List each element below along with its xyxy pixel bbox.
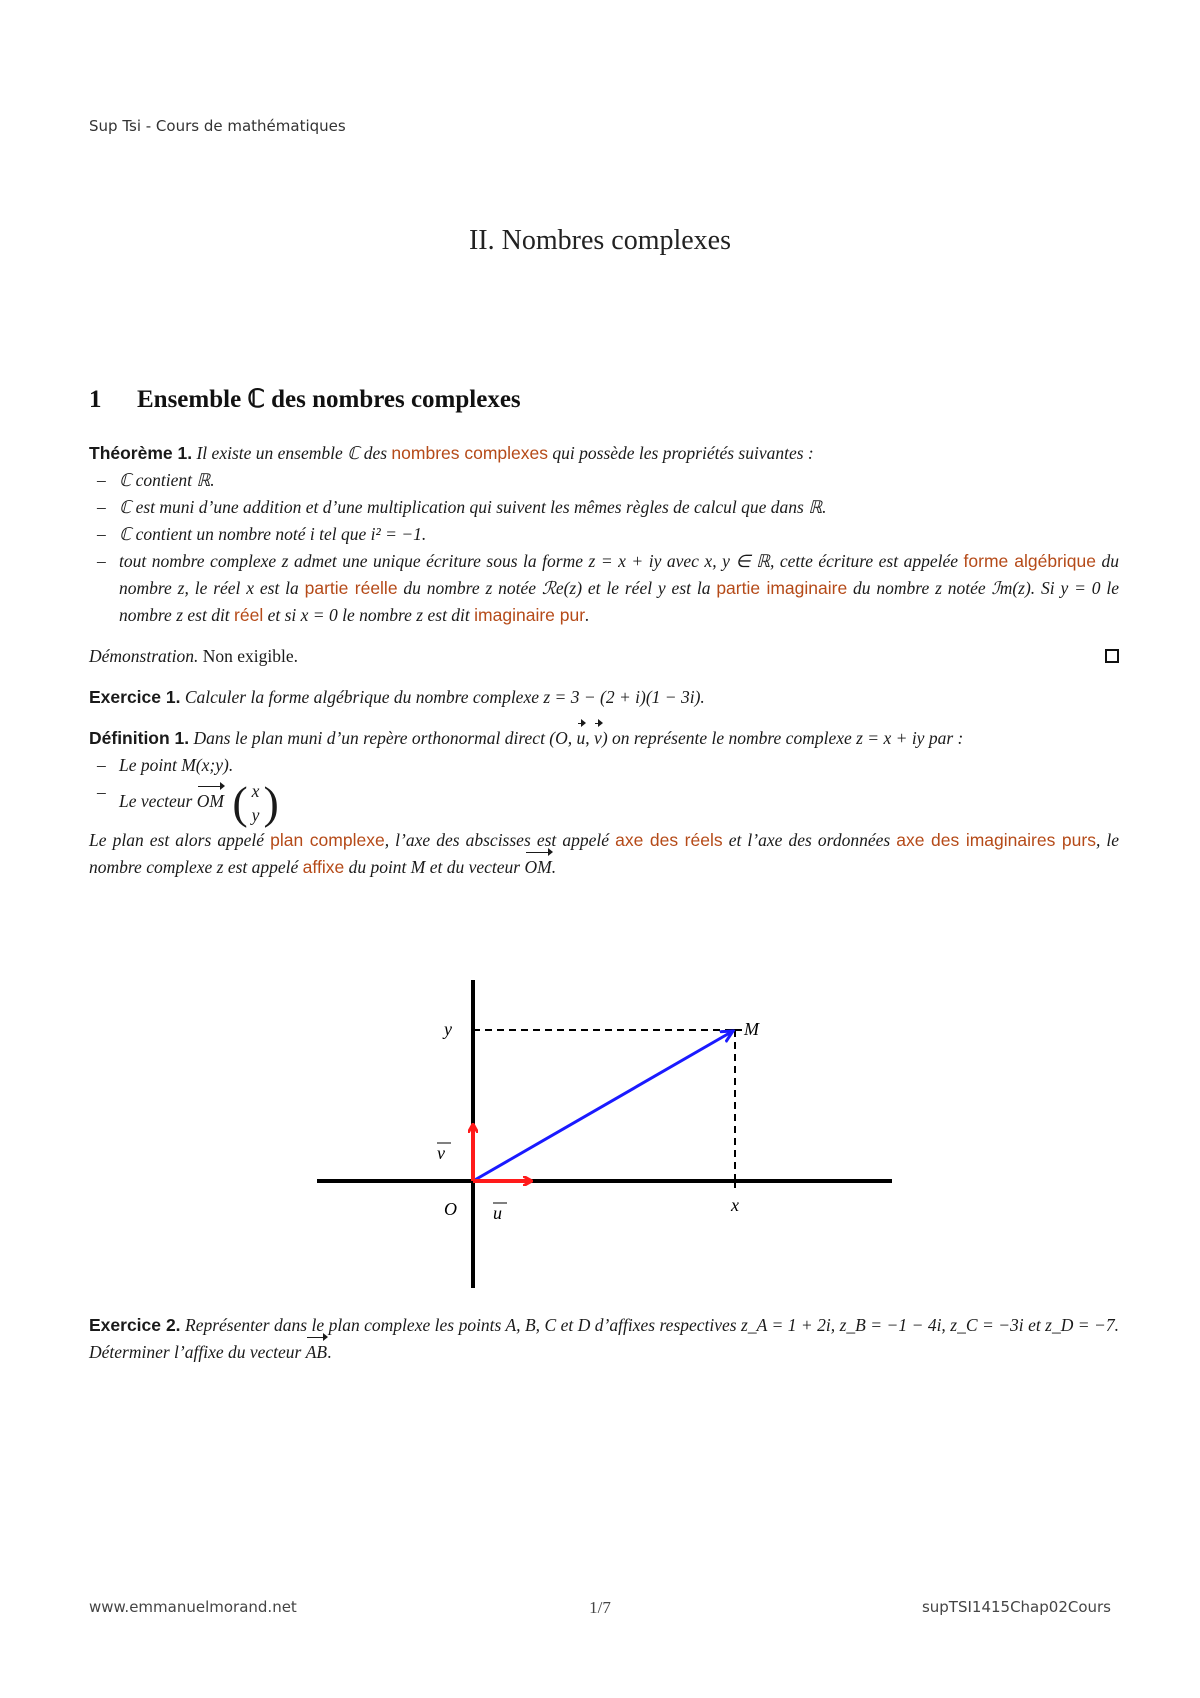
vector-v: v [594, 725, 602, 752]
vector-u: u [577, 725, 586, 752]
exercise-2-end: . [327, 1342, 332, 1362]
vector-om-2: OM [525, 854, 552, 881]
definition-item-2-text: Le vecteur [119, 791, 193, 812]
right-paren-icon: ) [263, 777, 279, 828]
vector-ab: AB [306, 1339, 327, 1366]
term-forme-algebrique: forme algébrique [963, 551, 1096, 571]
column-x: x [251, 781, 260, 801]
term-imaginaire-pur: imaginaire pur [474, 605, 586, 625]
qed-square-icon [1105, 649, 1119, 663]
om-vector [473, 1031, 733, 1181]
theorem-item-3: – ℂ contient un nombre noté i tel que i² = −1. [119, 521, 1119, 548]
label-x: x [731, 1195, 739, 1215]
exercise-1-text: Calculer la forme algébrique du nombre complexe z = 3 − (2 + i)(1 − 3i). [184, 687, 705, 707]
running-header: Sup Tsi - Cours de mathématiques [89, 117, 346, 135]
definition-item-1: – Le point M(x;y). [119, 752, 1119, 779]
section-number: 1 [89, 386, 102, 413]
demo-label: Démonstration. [89, 646, 199, 666]
outro-b: , l’axe des abscisses est appelé [384, 830, 610, 850]
outro-d: , le nombre complexe z est appelé [89, 830, 1120, 877]
content [89, 440, 1119, 895]
theorem-list [89, 467, 1119, 629]
column-vector [232, 779, 278, 827]
exercise-2-block [89, 1312, 1119, 1366]
term-partie-reelle: partie réelle [304, 578, 398, 598]
item4-b: du nombre z, le réel x est la [119, 551, 1120, 598]
exercise-1 [89, 684, 1119, 711]
term-partie-imaginaire: partie imaginaire [716, 578, 848, 598]
label-O: O [444, 1199, 457, 1219]
label-u: u [493, 1203, 502, 1223]
term-axe-des-imaginaires-purs: axe des imaginaires purs [896, 830, 1096, 850]
item4-f: . [585, 605, 590, 625]
item4-c: du nombre z notée ℛe(z) et le réel y est la [403, 578, 711, 598]
theorem-item-1: – ℂ contient ℝ. [119, 467, 1119, 494]
footer-website: www.emmanuelmorand.net [89, 1598, 297, 1616]
exercise-2-label: Exercice 2. [89, 1315, 181, 1335]
definition-label: Définition 1. [89, 728, 190, 748]
definition-intro-b: ) on représente le nombre complexe z = x + iy par : [601, 728, 964, 748]
exercise-1-label: Exercice 1. [89, 687, 181, 707]
definition-comma: , [585, 728, 590, 748]
outro-c: et l’axe des ordonnées [728, 830, 891, 850]
theorem-intro-b: qui possède les propriétés suivantes : [552, 443, 814, 463]
complex-plane-figure [300, 960, 900, 1300]
item4-d: du nombre z notée ℐm(z). Si y = 0 le nombre z est dit [119, 578, 1120, 625]
demo-text: Non exigible. [202, 646, 299, 666]
left-paren-icon: ( [232, 777, 248, 828]
definition-item-2 [119, 779, 1119, 827]
definition-intro-a: Dans le plan muni d’un repère orthonormal direct (O, [193, 728, 573, 748]
footer-page-number: 1/7 [589, 1598, 611, 1617]
item4-a: tout nombre complexe z admet une unique écriture sous la forme z = x + iy avec x, y ∈ ℝ, cette écriture est appelée [119, 551, 959, 571]
definition-1 [89, 725, 1119, 881]
theorem-1 [89, 440, 1119, 629]
section-title: Ensemble ℂ des nombres complexes [137, 386, 521, 413]
theorem-item-4 [119, 548, 1119, 629]
column-y: y [251, 805, 260, 825]
term-reel: réel [234, 605, 264, 625]
outro-a: Le plan est alors appelé [89, 830, 265, 850]
term-axe-des-reels: axe des réels [615, 830, 723, 850]
label-y: y [444, 1019, 452, 1039]
term-nombres-complexes: nombres complexes [391, 443, 549, 463]
label-M: M [744, 1019, 759, 1039]
section-heading [89, 384, 521, 414]
outro-e: du point M et du vecteur [348, 857, 521, 877]
theorem-intro-a: Il existe un ensemble ℂ des [196, 443, 388, 463]
item4-e: et si x = 0 le nombre z est dit [267, 605, 470, 625]
footer-document-id: supTSI1415Chap02Cours [921, 1598, 1111, 1616]
column-entries [248, 779, 264, 827]
term-affixe: affixe [302, 857, 345, 877]
exercise-2 [89, 1312, 1119, 1366]
exercise-2-text: Représenter dans le plan complexe les points A, B, C et D d’affixes respectives z_A = 1 + 2i, z_B = −1 − 4i, z_C = −3i et z_D = −7. Déterminer l’affixe du vecteur [89, 1315, 1119, 1362]
definition-outro [89, 827, 1119, 881]
theorem-label: Théorème 1. [89, 443, 193, 463]
demonstration [89, 643, 1119, 670]
term-plan-complexe: plan complexe [270, 830, 385, 850]
chapter-title: II. Nombres complexes [468, 225, 732, 256]
label-v: v [437, 1143, 445, 1163]
vector-om: OM [197, 788, 224, 815]
definition-list [89, 752, 1119, 827]
outro-f: . [551, 857, 557, 877]
theorem-item-2: – ℂ est muni d’une addition et d’une multiplication qui suivent les mêmes règles de calcul que dans ℝ. [119, 494, 1119, 521]
